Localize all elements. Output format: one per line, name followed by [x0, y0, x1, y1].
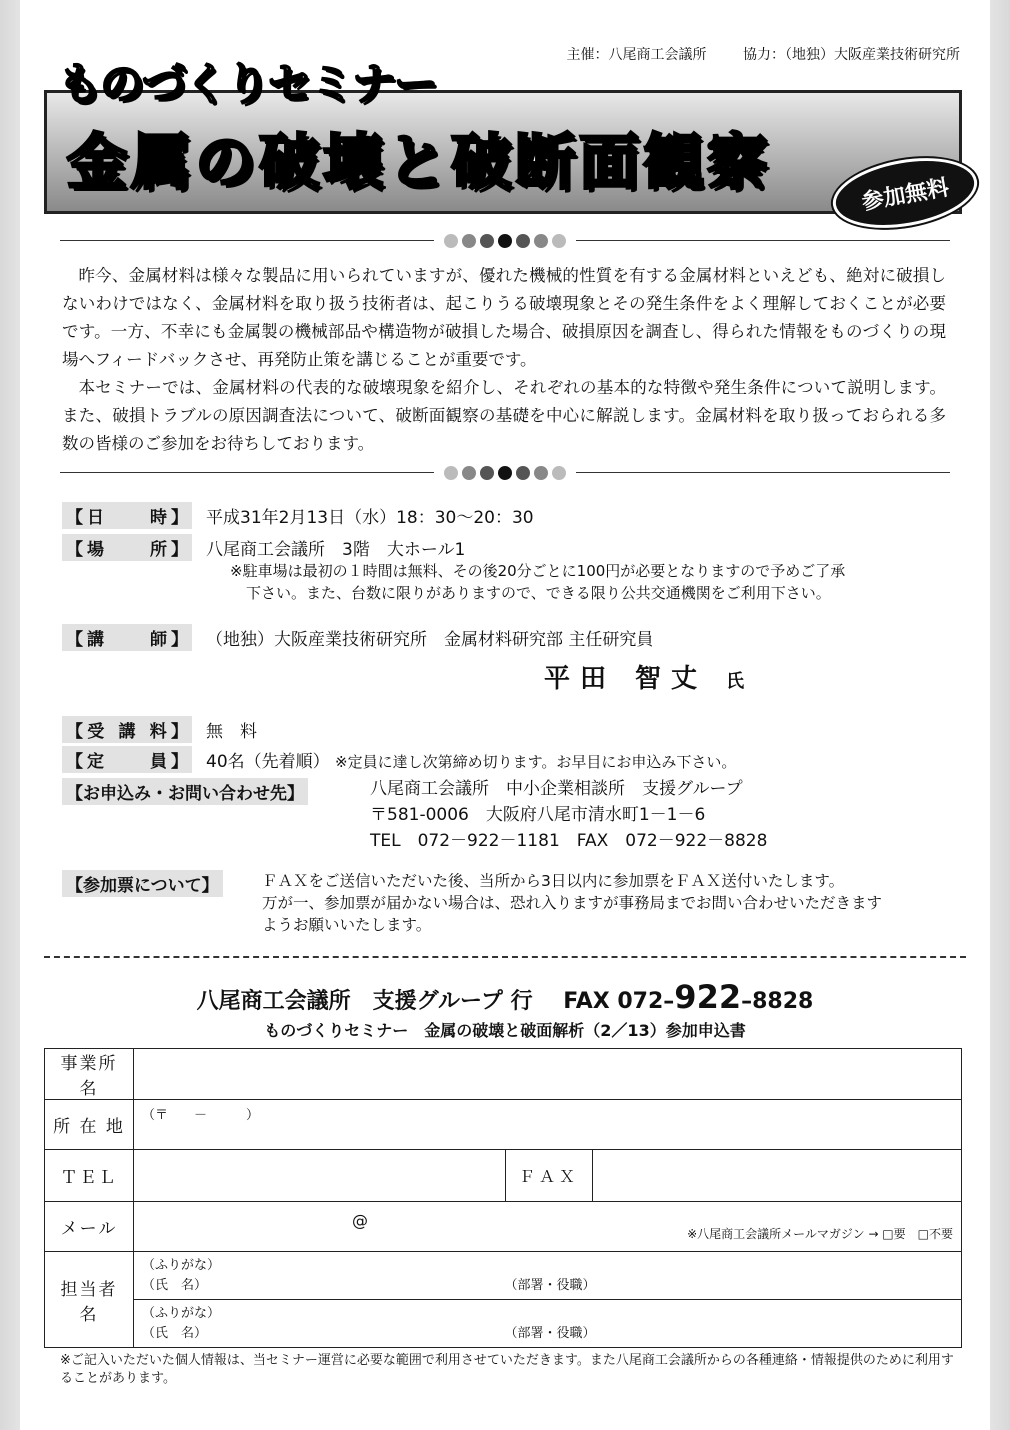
datetime-row	[62, 502, 534, 529]
main-title: 金属の破壊と破断面観察	[67, 128, 771, 198]
divider-dots	[434, 466, 576, 480]
postal-hint: （〒 － ）	[142, 1108, 260, 1123]
contact-label: 【お申込み・お問い合わせ先】	[62, 778, 308, 805]
divider-dot	[516, 234, 530, 248]
datetime-value: 平成31年2月13日（水）18：30〜20：30	[206, 508, 534, 528]
contact-person-label: 担当者名	[45, 1252, 134, 1348]
divider-dot	[444, 466, 458, 480]
divider-dot	[462, 234, 476, 248]
office-name-label: 事業所名	[45, 1049, 134, 1100]
parking-note-line-1: ※駐車場は最初の１時間は無料、その後20分ごとに100円が必要となりますので予めご了承	[230, 562, 846, 580]
mail-field[interactable]	[134, 1202, 962, 1252]
cooperation-text: 協力：（地独）大阪産業技術研究所	[743, 47, 960, 63]
place-value: 八尾商工会議所 3階 大ホール1	[206, 540, 466, 560]
newsletter-option[interactable]: ※八尾商工会議所メールマガジン → □要 □不要	[687, 1227, 953, 1241]
place-row	[62, 534, 465, 561]
contact-address: 〒581-0006 大阪府八尾市清水町1－1－6	[370, 805, 706, 825]
dept-label: （部署・役職）	[504, 1325, 596, 1341]
intro-paragraph-2: 本セミナーでは、金属材料の代表的な破壊現象を紹介し、それぞれの基本的な特徴や発生条件について説明します。また、破損トラブルの原因調査法について、破断面観察の基礎を中心に解説します。金属材料を取り扱っておられる多数の皆様のご参加をお待ちしております。	[62, 378, 946, 453]
dept-label: （部署・役職）	[504, 1277, 596, 1293]
divider-dot	[552, 466, 566, 480]
contact-label-row	[62, 778, 322, 805]
tel-label: ＴＥＬ	[45, 1150, 134, 1202]
divider-dot	[498, 234, 512, 248]
ticket-line-3: ようお願いいたします。	[262, 916, 432, 934]
fax-suffix: –8828	[741, 989, 814, 1014]
ticket-label-row	[62, 870, 237, 897]
fee-row	[62, 716, 257, 743]
datetime-label: 【日 時】	[62, 502, 192, 529]
dot-divider-bottom	[60, 466, 950, 480]
divider-dot	[444, 234, 458, 248]
speaker-name	[544, 658, 744, 695]
divider-dot	[534, 466, 548, 480]
divider-dot	[480, 466, 494, 480]
divider-dot	[516, 466, 530, 480]
ticket-text	[262, 870, 882, 936]
capacity-note: ※定員に達し次第締め切ります。お早目にお申込み下さい。	[335, 753, 737, 771]
contact-person-field-2[interactable]	[134, 1300, 962, 1348]
capacity-label: 【定 員】	[62, 746, 192, 773]
capacity-row	[62, 746, 736, 773]
divider-dots	[434, 234, 576, 248]
contact-person-field-1[interactable]	[134, 1252, 962, 1300]
ticket-line-2: 万が一、参加票が届かない場合は、恐れ入りますが事務局までお問い合わせいただきます	[262, 894, 883, 912]
fax-label: ＦＡＸ	[506, 1150, 593, 1202]
cut-line	[44, 956, 966, 968]
at-sign: @	[352, 1211, 368, 1230]
name-label: （氏 名）	[142, 1325, 208, 1341]
fax-number-big: 922	[674, 978, 742, 1016]
name-label: （氏 名）	[142, 1277, 208, 1293]
speaker-label: 【講 師】	[62, 624, 192, 651]
furigana-label: （ふりがな）	[142, 1257, 221, 1273]
divider-dot	[462, 466, 476, 480]
privacy-note: ※ご記入いただいた個人情報は、当セミナー運営に必要な範囲で利用させていただきます。また八尾商工会議所からの各種連絡・情報提供のために利用することがあります。	[60, 1353, 954, 1386]
host-text: 主催：八尾商工会議所	[566, 47, 707, 63]
fee-label: 【受 講 料】	[62, 716, 192, 743]
address-label: 所 在 地	[45, 1100, 134, 1150]
divider-dot	[480, 234, 494, 248]
application-form	[44, 1048, 962, 1348]
parking-note-line-2: 下さい。また、台数に限りがありますので、できる限り公共交通機関をご利用下さい。	[246, 584, 831, 602]
fax-recipient: 八尾商工会議所 支援グループ 行	[196, 989, 533, 1014]
fee-value: 無 料	[206, 722, 257, 742]
dot-divider-top	[60, 234, 950, 248]
speaker-affiliation: （地独）大阪産業技術研究所 金属材料研究部 主任研究員	[206, 630, 654, 650]
speaker-name-text: 平田 智丈	[544, 664, 708, 694]
divider-dot	[534, 234, 548, 248]
form-title: ものづくりセミナー 金属の破壊と破面解析（2／13）参加申込書	[264, 1021, 746, 1040]
contact-org: 八尾商工会議所 中小企業相談所 支援グループ	[370, 779, 743, 799]
parking-note	[230, 560, 845, 604]
speaker-honorific: 氏	[726, 671, 745, 692]
divider-dot	[498, 466, 512, 480]
address-field[interactable]	[134, 1100, 962, 1150]
free-badge: 参加無料	[827, 148, 982, 238]
ticket-line-1: ＦＡＸをご送信いただいた後、当所から3日以内に参加票をＦＡＸ送付いたします。	[262, 872, 845, 890]
sponsor-line	[535, 44, 960, 64]
fax-header	[0, 978, 1010, 1016]
office-name-field[interactable]	[134, 1049, 962, 1100]
intro-text	[62, 262, 946, 458]
intro-paragraph-1: 昨今、金属材料は様々な製品に用いられていますが、優れた機械的性質を有する金属材料といえども、絶対に破損しないわけではなく、金属材料を取り扱う技術者は、起こりうる破壊現象とその発生条件をよく理解しておくことが必要です。一方、不幸にも金属製の機械部品や構造物が破損した場合、破損原因を調査し、得られた情報をものづくりの現場へフィードバックさせ、再発防止策を講じることが重要です。	[62, 266, 947, 369]
divider-dot	[552, 234, 566, 248]
furigana-label: （ふりがな）	[142, 1305, 221, 1321]
fax-field[interactable]	[593, 1150, 962, 1202]
speaker-row	[62, 624, 653, 651]
contact-phone: TEL 072－922－1181 FAX 072－922－8828	[370, 831, 768, 851]
capacity-value: 40名（先着順）	[206, 752, 330, 772]
contact-block	[370, 776, 767, 854]
series-title: ものづくりセミナー	[58, 59, 436, 110]
ticket-label: 【参加票について】	[62, 870, 223, 897]
mail-label: メール	[45, 1202, 134, 1252]
place-label: 【場 所】	[62, 534, 192, 561]
tel-field[interactable]	[134, 1150, 506, 1202]
fax-prefix: FAX 072–	[563, 989, 675, 1014]
